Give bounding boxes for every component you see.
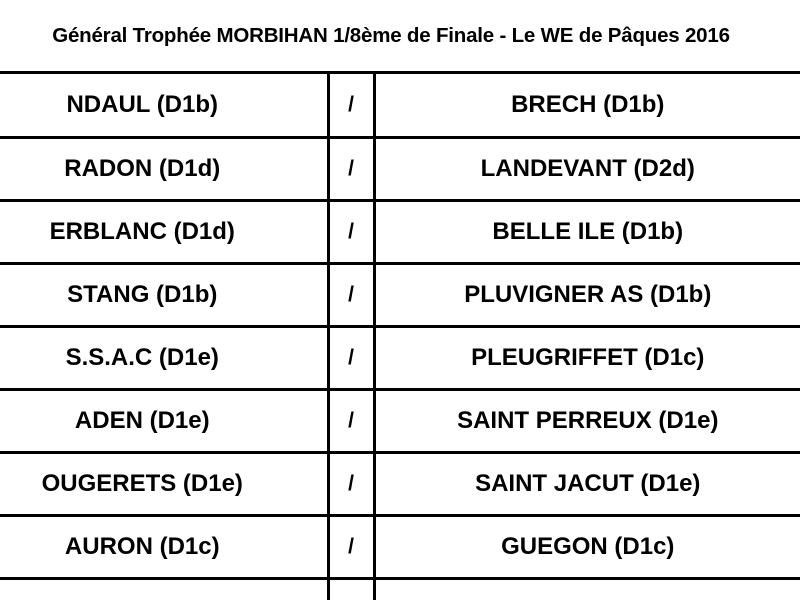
versus-separator-empty: [328, 578, 374, 600]
versus-separator: /: [328, 137, 374, 200]
versus-separator: /: [328, 200, 374, 263]
away-team-cell: GUEGON (D1c): [374, 515, 800, 578]
table-row: [0, 389, 800, 452]
table-row: [0, 137, 800, 200]
home-team-cell: [0, 326, 328, 389]
home-team-cell: [0, 515, 328, 578]
away-team-cell: BELLE ILE (D1b): [374, 200, 800, 263]
fixtures-table-body: [0, 74, 800, 600]
table-row-empty: [0, 578, 800, 600]
fixtures-table: [0, 74, 800, 600]
versus-separator: /: [328, 452, 374, 515]
page-title: Général Trophée MORBIHAN 1/8ème de Finale - Le WE de Pâques 2016: [52, 23, 730, 47]
home-team-label: AURON (D1c): [64, 532, 220, 560]
home-team-cell: [0, 200, 328, 263]
versus-separator: /: [328, 263, 374, 326]
away-team-cell: SAINT PERREUX (D1e): [374, 389, 800, 452]
table-row: [0, 326, 800, 389]
home-team-label: RADON (D1d): [64, 154, 221, 182]
home-team-cell: [0, 452, 328, 515]
away-team-cell: SAINT JACUT (D1e): [374, 452, 800, 515]
home-team-label: STANG (D1b): [67, 280, 218, 308]
home-team-cell: [0, 74, 328, 137]
home-team-cell: [0, 389, 328, 452]
table-row: [0, 452, 800, 515]
sheet-title-row: [0, 0, 800, 74]
away-team-cell: BRECH (D1b): [374, 74, 800, 137]
versus-separator: /: [328, 326, 374, 389]
home-team-label: NDAUL (D1b): [66, 90, 219, 118]
home-team-label: ADEN (D1e): [74, 406, 210, 434]
away-team-cell: LANDEVANT (D2d): [374, 137, 800, 200]
away-team-cell-empty: [374, 578, 800, 600]
table-row: [0, 74, 800, 137]
away-team-cell: PLUVIGNER AS (D1b): [374, 263, 800, 326]
home-team-label: ERBLANC (D1d): [49, 217, 235, 245]
versus-separator: /: [328, 515, 374, 578]
home-team-label: S.S.A.C (D1e): [65, 343, 219, 371]
table-row: [0, 515, 800, 578]
home-team-cell: [0, 137, 328, 200]
versus-separator: /: [328, 74, 374, 137]
home-team-cell: [0, 263, 328, 326]
home-team-label: OUGERETS (D1e): [41, 469, 243, 497]
table-row: [0, 200, 800, 263]
table-row: [0, 263, 800, 326]
away-team-cell: PLEUGRIFFET (D1c): [374, 326, 800, 389]
versus-separator: /: [328, 389, 374, 452]
home-team-cell-empty: [0, 578, 328, 600]
